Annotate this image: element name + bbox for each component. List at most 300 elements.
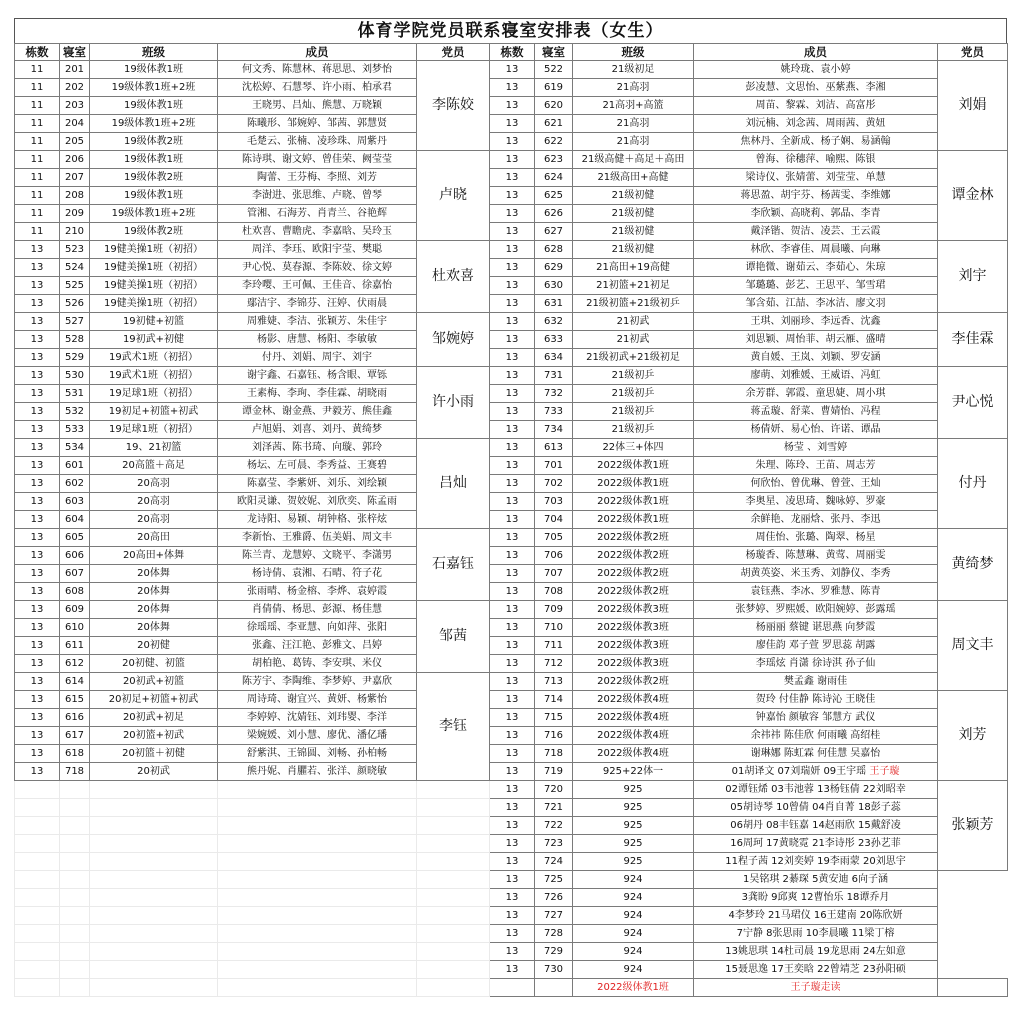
left-building-cell: 13 <box>15 457 60 475</box>
right-room-cell: 628 <box>535 241 573 259</box>
empty-cell <box>15 979 60 997</box>
left-room-cell: 207 <box>60 169 90 187</box>
empty-cell <box>90 979 218 997</box>
right-room-cell: 627 <box>535 223 573 241</box>
empty-cell <box>218 853 417 871</box>
right-members-cell: 周佳怡、张璐、陶翠、杨星 <box>694 529 938 547</box>
right-room-cell: 730 <box>535 961 573 979</box>
left-members-cell: 梁婉媛、刘小慧、廖优、潘亿璠 <box>218 727 417 745</box>
right-members-cell: 周苗、黎霖、刘洁、高富彤 <box>694 97 938 115</box>
left-building-cell: 13 <box>15 745 60 763</box>
right-room-cell: 713 <box>535 673 573 691</box>
right-building-cell: 13 <box>490 475 535 493</box>
left-class-cell: 19健美操1班（初招） <box>90 241 218 259</box>
right-building-cell: 13 <box>490 259 535 277</box>
left-members-cell: 李玲嘤、王可佩、王佳音、徐嘉怡 <box>218 277 417 295</box>
empty-cell <box>15 871 60 889</box>
empty-cell <box>218 907 417 925</box>
left-class-cell: 19级体教1班 <box>90 61 218 79</box>
right-room-cell: 704 <box>535 511 573 529</box>
right-class-cell: 2022级体教1班 <box>573 475 694 493</box>
empty-cell <box>417 925 490 943</box>
left-class-cell: 19足球1班（初招） <box>90 421 218 439</box>
left-room-cell: 529 <box>60 349 90 367</box>
left-building-cell: 13 <box>15 439 60 457</box>
empty-cell <box>417 979 490 997</box>
empty-cell <box>490 979 535 997</box>
right-members-cell: 谢琳娜 陈虹霖 何佳慧 吴嘉怡 <box>694 745 938 763</box>
table-row <box>15 961 1008 979</box>
empty-cell <box>90 781 218 799</box>
right-class-cell: 21级初健 <box>573 241 694 259</box>
left-party-member-cell: 邹婉婷 <box>417 313 490 367</box>
right-members-cell: 11程子茜 12刘奕婷 19李雨蒙 20刘思宇 <box>694 853 938 871</box>
left-members-cell: 周诗琦、谢宜兴、黄妍、杨紫怡 <box>218 691 417 709</box>
left-class-cell: 20初足+初篮+初武 <box>90 691 218 709</box>
table-row <box>15 115 1008 133</box>
empty-cell <box>417 799 490 817</box>
empty-cell <box>90 817 218 835</box>
empty-cell <box>90 907 218 925</box>
right-class-cell: 2022级体教1班 <box>573 457 694 475</box>
table-row <box>15 637 1008 655</box>
table-row <box>15 781 1008 799</box>
right-building-cell: 13 <box>490 781 535 799</box>
dorm-table <box>14 43 1008 997</box>
header-cell: 党员 <box>417 44 490 61</box>
right-building-cell: 13 <box>490 367 535 385</box>
right-building-cell: 13 <box>490 403 535 421</box>
left-room-cell: 209 <box>60 205 90 223</box>
right-room-cell: 732 <box>535 385 573 403</box>
right-building-cell: 13 <box>490 439 535 457</box>
table-row <box>15 763 1008 781</box>
right-class-cell: 2022级体教3班 <box>573 637 694 655</box>
left-class-cell: 20高羽 <box>90 511 218 529</box>
left-class-cell: 20体舞 <box>90 601 218 619</box>
right-class-cell: 924 <box>573 943 694 961</box>
left-room-cell: 527 <box>60 313 90 331</box>
empty-cell <box>15 907 60 925</box>
left-members-cell: 管湘、石海芳、肖青兰、谷艳辉 <box>218 205 417 223</box>
table-row <box>15 295 1008 313</box>
right-building-cell: 13 <box>490 295 535 313</box>
right-members-cell: 1吴铭琪 2綦琛 5黄安迪 6向子涵 <box>694 871 938 889</box>
right-members-cell: 樊孟鑫 谢雨佳 <box>694 673 938 691</box>
right-members-cell: 廖萌、刘雅媛、王威语、冯虹 <box>694 367 938 385</box>
right-class-cell: 925 <box>573 853 694 871</box>
right-building-cell: 13 <box>490 205 535 223</box>
table-row <box>15 979 1008 997</box>
table-row <box>15 457 1008 475</box>
left-members-cell: 卢旭娟、刘喜、刘丹、黄绮梦 <box>218 421 417 439</box>
right-room-cell: 722 <box>535 817 573 835</box>
right-building-cell: 13 <box>490 835 535 853</box>
header-cell: 栋数 <box>15 44 60 61</box>
right-building-cell: 13 <box>490 727 535 745</box>
right-building-cell: 13 <box>490 565 535 583</box>
left-room-cell: 532 <box>60 403 90 421</box>
left-room-cell: 612 <box>60 655 90 673</box>
right-class-cell: 21级初武+21级初足 <box>573 349 694 367</box>
table-row <box>15 241 1008 259</box>
empty-cell <box>90 853 218 871</box>
left-room-cell: 528 <box>60 331 90 349</box>
left-room-cell: 602 <box>60 475 90 493</box>
left-members-cell: 尹心悦、莫春源、李陈姣、徐文婷 <box>218 259 417 277</box>
empty-cell <box>535 979 573 997</box>
right-room-cell: 715 <box>535 709 573 727</box>
left-class-cell: 20体舞 <box>90 619 218 637</box>
right-room-cell: 724 <box>535 853 573 871</box>
right-room-cell: 621 <box>535 115 573 133</box>
right-room-cell: 630 <box>535 277 573 295</box>
right-room-cell: 626 <box>535 205 573 223</box>
right-room-cell: 709 <box>535 601 573 619</box>
right-building-cell: 13 <box>490 889 535 907</box>
empty-cell <box>218 781 417 799</box>
left-class-cell: 19足球1班（初招） <box>90 385 218 403</box>
empty-cell <box>60 781 90 799</box>
right-room-cell: 716 <box>535 727 573 745</box>
empty-cell <box>417 817 490 835</box>
right-class-cell: 21初武 <box>573 331 694 349</box>
header-cell: 成员 <box>218 44 417 61</box>
left-members-cell: 谭金林、谢金燕、尹毅芳、熊佳鑫 <box>218 403 417 421</box>
left-members-cell: 何文秀、陈慧林、蒋思思、刘梦怡 <box>218 61 417 79</box>
left-members-cell: 杨坛、左可晨、李秀益、王赛碧 <box>218 457 417 475</box>
table-row <box>15 277 1008 295</box>
table-row <box>15 835 1008 853</box>
right-room-cell: 714 <box>535 691 573 709</box>
table-row <box>15 97 1008 115</box>
empty-cell <box>218 817 417 835</box>
left-building-cell: 13 <box>15 727 60 745</box>
empty-cell <box>218 925 417 943</box>
left-members-cell: 徐瑶瑶、李亚慧、向如萍、张阳 <box>218 619 417 637</box>
left-room-cell: 531 <box>60 385 90 403</box>
left-class-cell: 20高羽 <box>90 475 218 493</box>
left-building-cell: 13 <box>15 277 60 295</box>
right-building-cell: 13 <box>490 871 535 889</box>
right-room-cell: 633 <box>535 331 573 349</box>
left-room-cell: 201 <box>60 61 90 79</box>
left-building-cell: 11 <box>15 97 60 115</box>
left-class-cell: 19级体教1班 <box>90 97 218 115</box>
right-room-cell: 718 <box>535 745 573 763</box>
left-building-cell: 13 <box>15 547 60 565</box>
right-members-cell: 朱理、陈玲、王苗、周志芳 <box>694 457 938 475</box>
left-building-cell: 13 <box>15 493 60 511</box>
header-cell: 成员 <box>694 44 938 61</box>
left-class-cell: 20高田 <box>90 529 218 547</box>
right-building-cell: 13 <box>490 745 535 763</box>
right-members-cell: 钟嘉怡 颜敏容 邹慧方 武仪 <box>694 709 938 727</box>
right-party-member-cell: 李佳霖 <box>938 313 1008 367</box>
left-members-cell: 李澍进、张思维、卢晓、曾琴 <box>218 187 417 205</box>
left-building-cell: 11 <box>15 187 60 205</box>
left-room-cell: 611 <box>60 637 90 655</box>
right-class-cell: 2022级体教2班 <box>573 529 694 547</box>
right-members-cell: 彭凌慧、文思怡、巫紫燕、李湘 <box>694 79 938 97</box>
table-row <box>15 313 1008 331</box>
right-class-cell: 2022级体教4班 <box>573 709 694 727</box>
right-class-cell: 2022级体教4班 <box>573 691 694 709</box>
left-class-cell: 19健美操1班（初招） <box>90 295 218 313</box>
left-building-cell: 13 <box>15 367 60 385</box>
right-class-cell: 21级初篮+21级初乒 <box>573 295 694 313</box>
right-members-cell: 曾海、徐穗萍、喻熙、陈银 <box>694 151 938 169</box>
left-room-cell: 533 <box>60 421 90 439</box>
right-class-cell: 2022级体教1班 <box>573 493 694 511</box>
right-members-cell: 林欣、李睿佳、周晨曦、向琳 <box>694 241 938 259</box>
right-class-cell: 21级初健 <box>573 187 694 205</box>
right-members-cell: 13姚思琪 14杜司晨 19龙思雨 24左如意 <box>694 943 938 961</box>
empty-cell <box>15 781 60 799</box>
right-building-cell: 13 <box>490 169 535 187</box>
right-party-member-cell: 刘宇 <box>938 241 1008 313</box>
right-party-member-cell: 付丹 <box>938 439 1008 529</box>
table-row <box>15 349 1008 367</box>
right-class-cell: 924 <box>573 871 694 889</box>
left-members-cell: 王素梅、李珣、李佳霖、胡晓雨 <box>218 385 417 403</box>
empty-cell <box>15 817 60 835</box>
right-room-cell: 707 <box>535 565 573 583</box>
left-building-cell: 13 <box>15 529 60 547</box>
left-building-cell: 13 <box>15 673 60 691</box>
left-class-cell: 19武术1班（初招） <box>90 367 218 385</box>
right-class-cell: 2022级体教2班 <box>573 565 694 583</box>
right-room-cell: 629 <box>535 259 573 277</box>
left-class-cell: 20高羽 <box>90 493 218 511</box>
left-class-cell: 19健美操1班（初招） <box>90 277 218 295</box>
right-members-cell: 刘思颖、周怡菲、胡云雁、盛晴 <box>694 331 938 349</box>
left-members-cell: 鄢洁宇、李锦芬、汪婷、伏雨晨 <box>218 295 417 313</box>
right-room-cell: 726 <box>535 889 573 907</box>
right-room-cell: 619 <box>535 79 573 97</box>
left-members-cell: 张雨晴、杨金榕、李烨、袁婷霞 <box>218 583 417 601</box>
right-room-cell: 620 <box>535 97 573 115</box>
right-class-cell: 21级初乒 <box>573 421 694 439</box>
left-building-cell: 13 <box>15 637 60 655</box>
left-class-cell: 19初足+初篮+初武 <box>90 403 218 421</box>
left-room-cell: 615 <box>60 691 90 709</box>
right-class-cell: 2022级体教2班 <box>573 583 694 601</box>
empty-cell <box>15 889 60 907</box>
left-room-cell: 604 <box>60 511 90 529</box>
right-class-cell: 2022级体教1班 <box>573 511 694 529</box>
table-row <box>15 907 1008 925</box>
right-class-cell: 2022级体教3班 <box>573 601 694 619</box>
right-building-cell: 13 <box>490 853 535 871</box>
left-building-cell: 11 <box>15 169 60 187</box>
right-members-cell: 胡黄英姿、米玉秀、刘静仪、李秀 <box>694 565 938 583</box>
right-building-cell: 13 <box>490 61 535 79</box>
right-class-cell: 21高羽+高篮 <box>573 97 694 115</box>
empty-cell <box>417 961 490 979</box>
left-members-cell: 沈松婷、石慧琴、许小雨、柏承君 <box>218 79 417 97</box>
right-members-cell: 4李梦玲 21马珺仪 16王建南 20陈欣妍 <box>694 907 938 925</box>
right-members-cell: 06胡丹 08丰钰嘉 14赵雨欣 15戴舒凌 <box>694 817 938 835</box>
left-class-cell: 20初武 <box>90 763 218 781</box>
empty-cell <box>60 853 90 871</box>
table-row <box>15 439 1008 457</box>
right-class-cell: 21级初足 <box>573 61 694 79</box>
right-members-cell: 邹含茹、江喆、李冰洁、廖文羽 <box>694 295 938 313</box>
empty-cell <box>90 961 218 979</box>
header-cell: 寝室 <box>535 44 573 61</box>
right-building-cell: 13 <box>490 925 535 943</box>
left-members-cell: 毛楚云、张楠、凌珍珠、周紫丹 <box>218 133 417 151</box>
left-room-cell: 614 <box>60 673 90 691</box>
left-room-cell: 205 <box>60 133 90 151</box>
right-room-cell: 631 <box>535 295 573 313</box>
right-building-cell: 13 <box>490 349 535 367</box>
right-room-cell: 723 <box>535 835 573 853</box>
left-party-member-cell: 李钰 <box>417 673 490 781</box>
right-class-cell: 21级初健 <box>573 223 694 241</box>
right-room-cell: 711 <box>535 637 573 655</box>
right-class-cell: 21级初健 <box>573 205 694 223</box>
right-building-cell: 13 <box>490 313 535 331</box>
left-class-cell: 19级体教1班+2班 <box>90 205 218 223</box>
empty-cell <box>15 961 60 979</box>
left-building-cell: 13 <box>15 421 60 439</box>
right-building-cell: 13 <box>490 529 535 547</box>
header-cell: 寝室 <box>60 44 90 61</box>
empty-cell <box>90 799 218 817</box>
empty-cell <box>218 799 417 817</box>
table-row <box>15 385 1008 403</box>
right-building-cell: 13 <box>490 79 535 97</box>
empty-cell <box>60 907 90 925</box>
left-building-cell: 13 <box>15 565 60 583</box>
right-class-cell: 925 <box>573 781 694 799</box>
right-room-cell: 703 <box>535 493 573 511</box>
left-class-cell: 19级体教1班+2班 <box>90 79 218 97</box>
left-room-cell: 523 <box>60 241 90 259</box>
left-members-cell: 陈兰青、龙慧婷、文晓平、李潇男 <box>218 547 417 565</box>
table-row <box>15 331 1008 349</box>
left-building-cell: 13 <box>15 349 60 367</box>
left-room-cell: 603 <box>60 493 90 511</box>
right-building-cell: 13 <box>490 277 535 295</box>
empty-cell <box>218 871 417 889</box>
left-members-cell: 杨诗倩、袁湘、石晴、符子花 <box>218 565 417 583</box>
header-cell: 班级 <box>573 44 694 61</box>
left-room-cell: 210 <box>60 223 90 241</box>
left-members-cell: 刘泽茜、陈书琦、向璇、郭玲 <box>218 439 417 457</box>
left-building-cell: 13 <box>15 583 60 601</box>
empty-cell <box>417 889 490 907</box>
spreadsheet <box>14 18 1007 997</box>
right-members-cell: 余鲜艳、龙丽焓、张丹、李迅 <box>694 511 938 529</box>
empty-cell <box>218 979 417 997</box>
right-room-cell: 720 <box>535 781 573 799</box>
right-members-cell: 3龚盼 9邱爽 12曹怡乐 18谭乔月 <box>694 889 938 907</box>
red-note: 王子璇 <box>869 766 900 777</box>
right-building-cell: 13 <box>490 709 535 727</box>
right-building-cell: 13 <box>490 655 535 673</box>
empty-cell <box>60 817 90 835</box>
right-members-cell: 邹璐璐、彭艺、王思平、邹雪珺 <box>694 277 938 295</box>
left-class-cell: 19级体教2班 <box>90 223 218 241</box>
right-building-cell: 13 <box>490 115 535 133</box>
left-room-cell: 204 <box>60 115 90 133</box>
left-room-cell: 530 <box>60 367 90 385</box>
left-building-cell: 13 <box>15 385 60 403</box>
right-members-cell: 黄自媛、王岚、刘颖、罗安涵 <box>694 349 938 367</box>
table-row <box>15 475 1008 493</box>
table-row <box>15 727 1008 745</box>
left-room-cell: 608 <box>60 583 90 601</box>
left-building-cell: 13 <box>15 601 60 619</box>
left-building-cell: 13 <box>15 763 60 781</box>
right-class-cell: 924 <box>573 961 694 979</box>
table-row <box>15 889 1008 907</box>
table-row <box>15 943 1008 961</box>
left-members-cell: 龙诗阳、易颖、胡钟格、张梓炫 <box>218 511 417 529</box>
right-members-cell: 蒋思盈、胡宇芬、杨茜雯、李维娜 <box>694 187 938 205</box>
right-room-cell: 710 <box>535 619 573 637</box>
right-members-cell: 杨莹 、刘雪婷 <box>694 439 938 457</box>
left-members-cell: 欧阳灵谦、贺姣妮、刘欣奕、陈孟雨 <box>218 493 417 511</box>
right-room-cell: 624 <box>535 169 573 187</box>
table-row <box>15 619 1008 637</box>
right-building-cell: 13 <box>490 511 535 529</box>
left-room-cell: 607 <box>60 565 90 583</box>
left-class-cell: 19初武+初健 <box>90 331 218 349</box>
left-class-cell: 20初武+初足 <box>90 709 218 727</box>
right-class-cell: 924 <box>573 907 694 925</box>
right-members-cell: 谭艳微、谢茹云、李茹心、朱琼 <box>694 259 938 277</box>
sheet-title: 体育学院党员联系寝室安排表（女生） <box>14 18 1007 43</box>
left-party-member-cell: 李陈姣 <box>417 61 490 151</box>
table-row <box>15 547 1008 565</box>
left-building-cell: 13 <box>15 241 60 259</box>
table-row <box>15 421 1008 439</box>
right-room-cell: 634 <box>535 349 573 367</box>
right-room-cell: 702 <box>535 475 573 493</box>
empty-cell <box>15 925 60 943</box>
empty-cell <box>60 799 90 817</box>
walkin-class-cell: 2022级体教1班 <box>573 979 694 997</box>
right-class-cell: 2022级体教2班 <box>573 673 694 691</box>
table-row <box>15 151 1008 169</box>
left-class-cell: 19级体教1班+2班 <box>90 115 218 133</box>
right-members-cell: 李奥星、凌思琦、魏咏婷、罗豪 <box>694 493 938 511</box>
empty-cell <box>60 925 90 943</box>
header-row <box>15 44 1008 61</box>
empty-cell <box>938 979 1008 997</box>
left-room-cell: 605 <box>60 529 90 547</box>
table-row <box>15 565 1008 583</box>
right-building-cell: 13 <box>490 799 535 817</box>
left-members-cell: 胡柏艳、葛铸、李安琪、米仪 <box>218 655 417 673</box>
left-class-cell: 20体舞 <box>90 565 218 583</box>
right-building-cell: 13 <box>490 187 535 205</box>
left-building-cell: 13 <box>15 475 60 493</box>
left-class-cell: 20初健、初篮 <box>90 655 218 673</box>
left-members-cell: 李新怡、王雅爵、伍美娟、周文丰 <box>218 529 417 547</box>
empty-cell <box>90 871 218 889</box>
left-room-cell: 526 <box>60 295 90 313</box>
right-room-cell: 731 <box>535 367 573 385</box>
left-class-cell: 20高篮＋高足 <box>90 457 218 475</box>
left-class-cell: 20初武+初篮 <box>90 673 218 691</box>
right-room-cell: 706 <box>535 547 573 565</box>
right-building-cell: 13 <box>490 97 535 115</box>
